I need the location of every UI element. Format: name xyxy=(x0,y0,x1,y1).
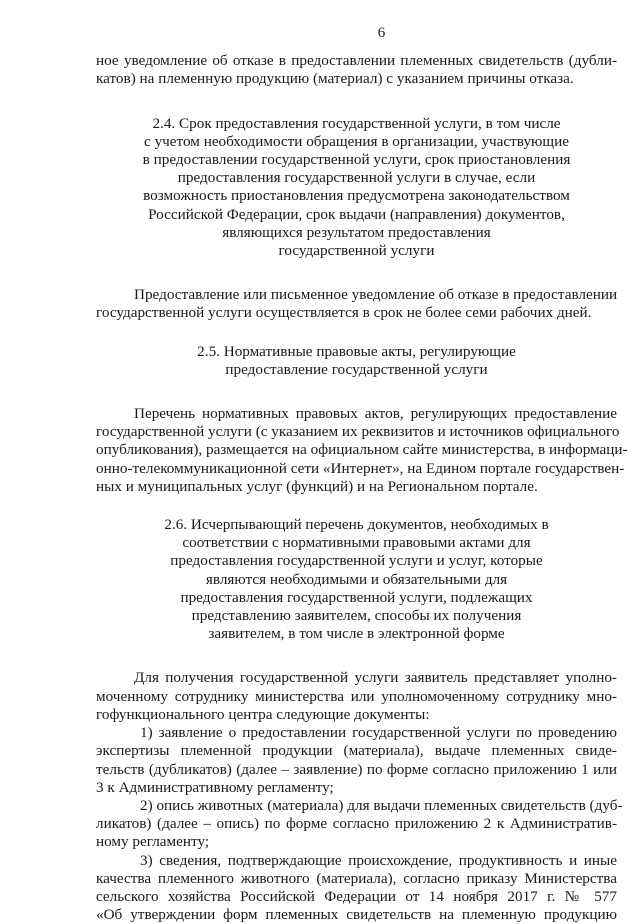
text-line: государственной услуги осуществляется в срок не более семи рабочих дней. xyxy=(96,304,592,322)
heading-line: предоставление государственной услуги xyxy=(225,360,488,378)
text-line: ликатов) (далее – опись) по форме согласно приложению 2 к Административ- xyxy=(96,815,617,833)
heading-line: предоставления государственной услуги в случае, если xyxy=(177,169,536,187)
heading-line: с учетом необходимости обращения в организации, участвующие xyxy=(144,132,569,150)
text-line: 3 к Административному регламенту; xyxy=(96,778,334,796)
section-2-5-paragraph xyxy=(96,405,628,496)
text-line: сельского хозяйства Российской Федерации от 14 ноября 2017 г. № 577 xyxy=(96,887,617,905)
page-number: 6 xyxy=(377,25,386,41)
text-line: моченному сотруднику министерства или уполномоченному сотруднику мно- xyxy=(96,687,617,705)
text-line: качества племенного животного (материала), согласно приказу Министерства xyxy=(96,869,617,887)
heading-line: представлению заявителем, способы их получения xyxy=(191,607,522,625)
heading-line: Российской Федерации, срок выдачи (направления) документов, xyxy=(148,205,565,223)
text-line: «Об утверждении форм племенных свидетельств на племенную продукцию xyxy=(96,906,617,924)
text-line: Предоставление или письменное уведомление об отказе в предоставлении xyxy=(134,286,618,304)
heading-line: предоставления государственной услуги и услуг, которые xyxy=(170,552,543,570)
text-line: опубликования), размещается на официальном сайте министерства, в информаци- xyxy=(96,441,628,459)
heading-line: государственной услуги xyxy=(278,242,435,260)
text-line: ному регламенту; xyxy=(96,833,210,851)
section-2-6-heading xyxy=(96,516,617,643)
text-line: 3) сведения, подтверждающие происхождение, продуктивность и иные xyxy=(140,851,617,869)
text-line: катов) на племенную продукцию (материал) с указанием причины отказа. xyxy=(96,70,574,88)
list-item xyxy=(96,724,617,797)
section-2-6-paragraph xyxy=(96,669,617,724)
section-2-4-heading xyxy=(96,115,617,261)
heading-line: 2.5. Нормативные правовые акты, регулирующие xyxy=(197,342,516,360)
text-line: Перечень нормативных правовых актов, регулирующих предоставление xyxy=(134,405,617,423)
text-line: 2) опись животных (материала) для выдачи племенных свидетельств (дуб- xyxy=(140,796,623,814)
text-line: государственной услуги (с указанием их реквизитов и источников официального xyxy=(96,423,620,441)
text-line: ное уведомление об отказе в предоставлении племенных свидетельств (дубли- xyxy=(96,52,617,70)
text-line: тельств (дубликатов) (далее – заявление) по форме согласно приложению 1 или xyxy=(96,760,617,778)
text-line: гофункционального центра следующие документы: xyxy=(96,705,430,723)
heading-line: в предоставлении государственной услуги, срок приостановления xyxy=(142,151,571,169)
text-line: экспертизы племенной продукции (материала), выдаче племенных свиде- xyxy=(96,742,617,760)
section-2-5-heading xyxy=(96,343,617,379)
heading-line: 2.6. Исчерпывающий перечень документов, необходимых в xyxy=(164,516,549,534)
heading-line: заявителем, в том числе в электронной форме xyxy=(208,625,505,643)
text-line: ных и муниципальных услуг (функций) и на Региональном портале. xyxy=(96,477,538,495)
list-item xyxy=(96,796,623,852)
heading-line: соответствии с нормативными правовыми актами для xyxy=(182,534,531,552)
heading-line: предоставления государственной услуги, подлежащих xyxy=(180,588,533,606)
list-item xyxy=(96,852,617,924)
text-line: 1) заявление о предоставлении государственной услуги по проведению xyxy=(140,724,617,742)
text-line: онно-телекоммуникационной сети «Интернет», на Едином портале государствен- xyxy=(96,459,625,477)
heading-line: являются необходимыми и обязательными для xyxy=(205,570,508,588)
heading-line: возможность приостановления предусмотрена законодательством xyxy=(143,187,570,205)
text-line: Для получения государственной услуги заявитель представляет уполно- xyxy=(134,669,617,687)
intro-paragraph xyxy=(96,52,617,88)
section-2-4-paragraph xyxy=(96,286,617,322)
heading-line: 2.4. Срок предоставления государственной услуги, в том числе xyxy=(152,114,561,132)
heading-line: являющихся результатом предоставления xyxy=(222,223,491,241)
